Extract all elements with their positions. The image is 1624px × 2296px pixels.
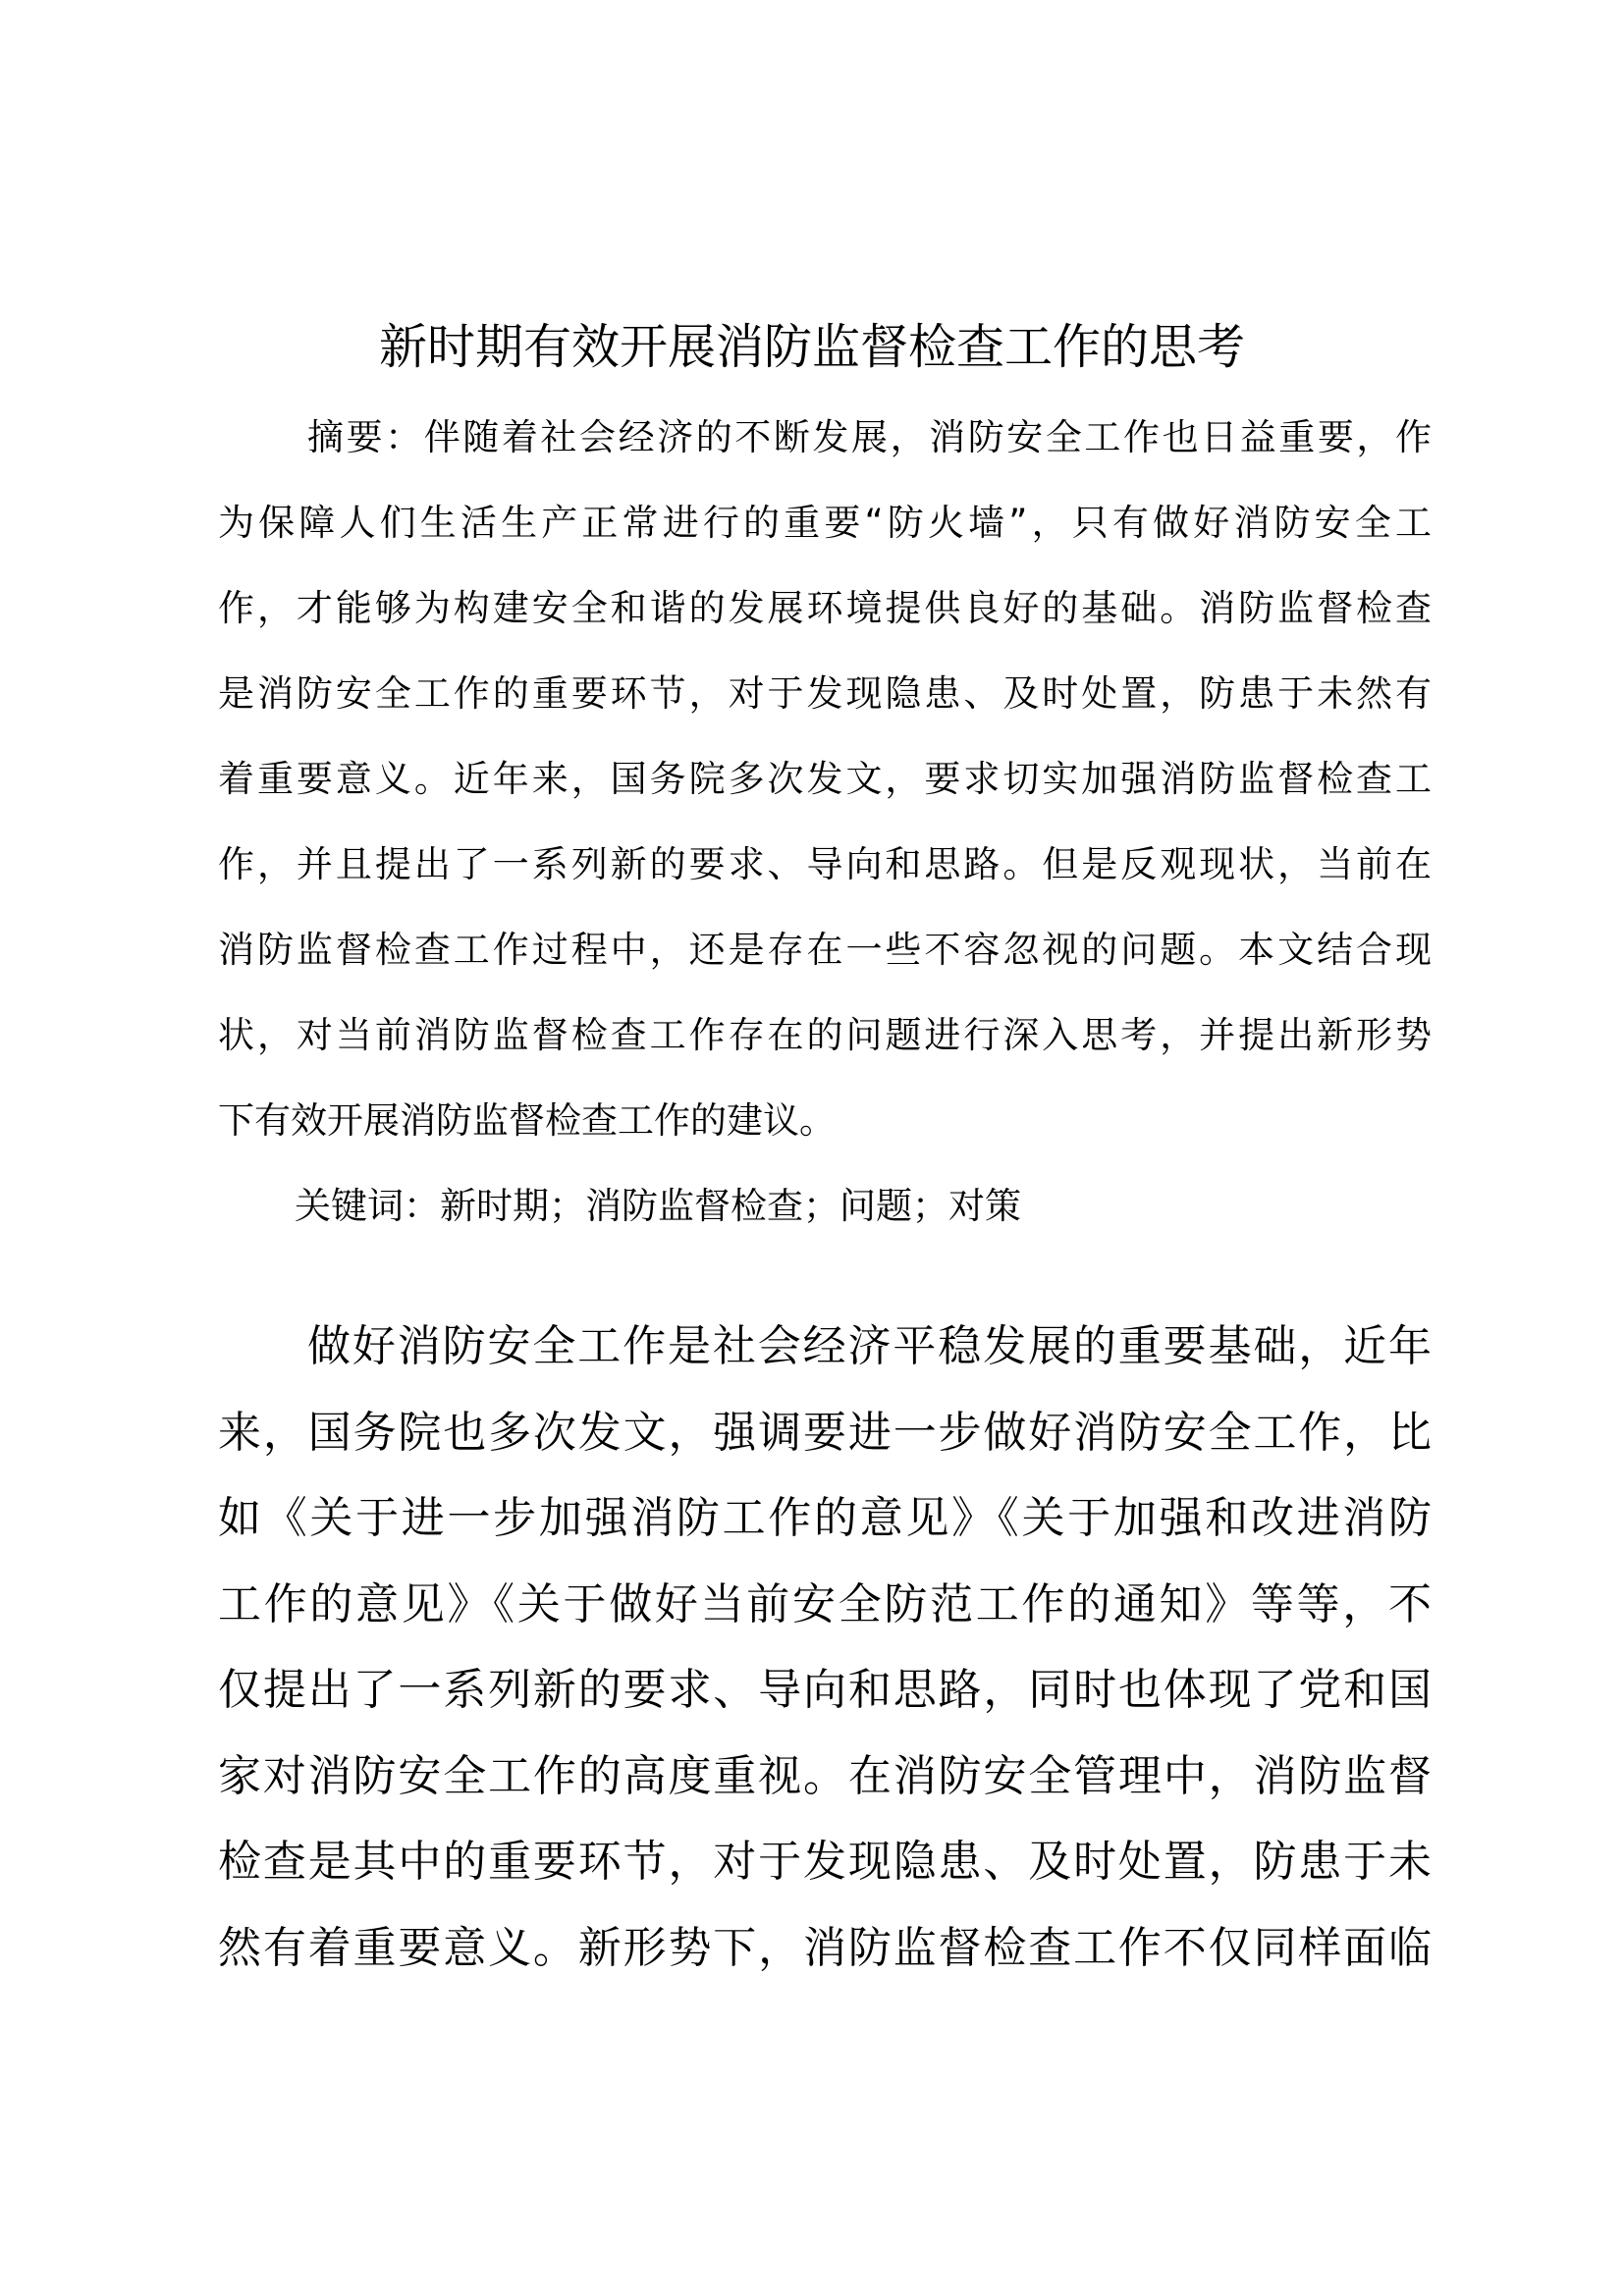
body-line: 仅提出了一系列新的要求、导向和思路，同时也体现了党和国 (218, 1665, 1432, 1715)
abstract-line: 作，并且提出了一系列新的要求、导向和思路。但是反观现状，当前在 (218, 843, 1432, 885)
body-line: 做好消防安全工作是社会经济平稳发展的重要基础，近年 (307, 1321, 1432, 1371)
abstract-line: 消防监督检查工作过程中，还是存在一些不容忽视的问题。本文结合现 (218, 929, 1432, 971)
body-line: 然有着重要意义。新形势下，消防监督检查工作不仅同样面临 (218, 1922, 1432, 1973)
abstract-line: 作，才能够为构建安全和谐的发展环境提供良好的基础。消防监督检查 (218, 587, 1432, 629)
abstract-line: 是消防安全工作的重要环节，对于发现隐患、及时处置，防患于未然有 (218, 672, 1432, 715)
body-line: 检查是其中的重要环节，对于发现隐患、及时处置，防患于未 (218, 1837, 1432, 1887)
body-line: 来，国务院也多次发文，强调要进一步做好消防安全工作，比 (218, 1407, 1432, 1458)
abstract-line: 下有效开展消防监督检查工作的建议。 (218, 1099, 836, 1142)
document-title: 新时期有效开展消防监督检查工作的思考 (378, 319, 1245, 375)
body-line: 工作的意见》《关于做好当前安全防范工作的通知》等等，不 (218, 1578, 1432, 1629)
abstract (218, 395, 1432, 1163)
body-line: 如《关于进一步加强消防工作的意见》《关于加强和改进消防 (218, 1493, 1432, 1543)
abstract-line: 着重要意义。近年来，国务院多次发文，要求切实加强消防监督检查工 (218, 758, 1432, 800)
body-line: 家对消防安全工作的高度重视。在消防安全管理中，消防监督 (218, 1750, 1432, 1801)
keywords: 关键词：新时期；消防监督检查；问题；对策 (295, 1185, 1021, 1227)
body-paragraph (218, 1304, 1432, 1991)
abstract-line: 摘要：伴随着社会经济的不断发展，消防安全工作也日益重要，作 (307, 416, 1432, 458)
abstract-line: 为保障人们生活生产正常进行的重要“防火墙”，只有做好消防安全工 (218, 502, 1432, 544)
abstract-line: 状，对当前消防监督检查工作存在的问题进行深入思考，并提出新形势 (218, 1014, 1432, 1056)
